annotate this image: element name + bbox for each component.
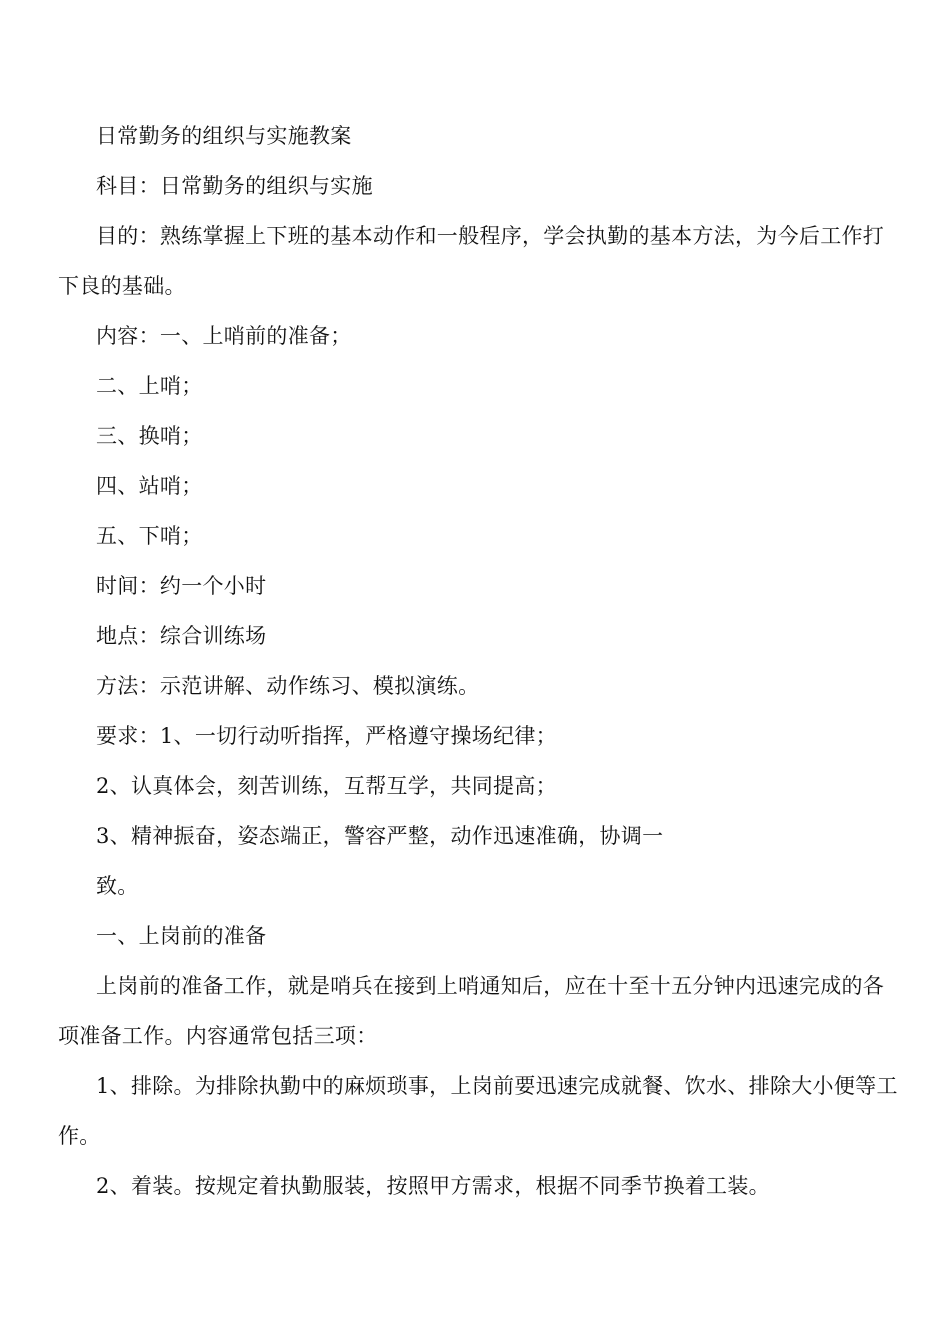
purpose-line: 目的：熟练掌握上下班的基本动作和一般程序，学会执勤的基本方法，为今后工作打 <box>96 224 885 248</box>
item-paragraph-1: 1、排除。为排除执勤中的麻烦琐事，上岗前要迅速完成就餐、饮水、排除大小便等工 <box>96 1074 898 1098</box>
section-heading: 一、上岗前的准备 <box>96 924 267 948</box>
location-line: 地点：综合训练场 <box>96 624 267 648</box>
subject-line: 科目：日常勤务的组织与实施 <box>96 174 373 198</box>
document-title: 日常勤务的组织与实施教案 <box>96 124 352 148</box>
requirement-line-3-continued: 致。 <box>96 874 139 898</box>
item-paragraph-1-continued: 作。 <box>58 1124 101 1148</box>
method-line: 方法：示范讲解、动作练习、模拟演练。 <box>96 674 480 698</box>
time-line: 时间：约一个小时 <box>96 574 267 598</box>
content-item-4: 四、站哨； <box>96 474 203 498</box>
requirement-line-3: 3、精神振奋，姿态端正，警容严整，动作迅速准确，协调一 <box>96 824 664 848</box>
content-item-5: 五、下哨； <box>96 524 203 548</box>
requirement-line-2: 2、认真体会，刻苦训练，互帮互学，共同提高； <box>96 774 557 798</box>
content-item-2: 二、上哨； <box>96 374 203 398</box>
section-paragraph-continued: 项准备工作。内容通常包括三项： <box>58 1024 378 1048</box>
purpose-line-continued: 下良的基础。 <box>58 274 186 298</box>
section-paragraph: 上岗前的准备工作，就是哨兵在接到上哨通知后，应在十至十五分钟内迅速完成的各 <box>96 974 885 998</box>
requirement-line-1: 要求：1、一切行动听指挥，严格遵守操场纪律； <box>96 724 557 748</box>
content-item-3: 三、换哨； <box>96 424 203 448</box>
content-line: 内容：一、上哨前的准备； <box>96 324 352 348</box>
item-paragraph-2: 2、着装。按规定着执勤服装，按照甲方需求，根据不同季节换着工装。 <box>96 1174 770 1198</box>
